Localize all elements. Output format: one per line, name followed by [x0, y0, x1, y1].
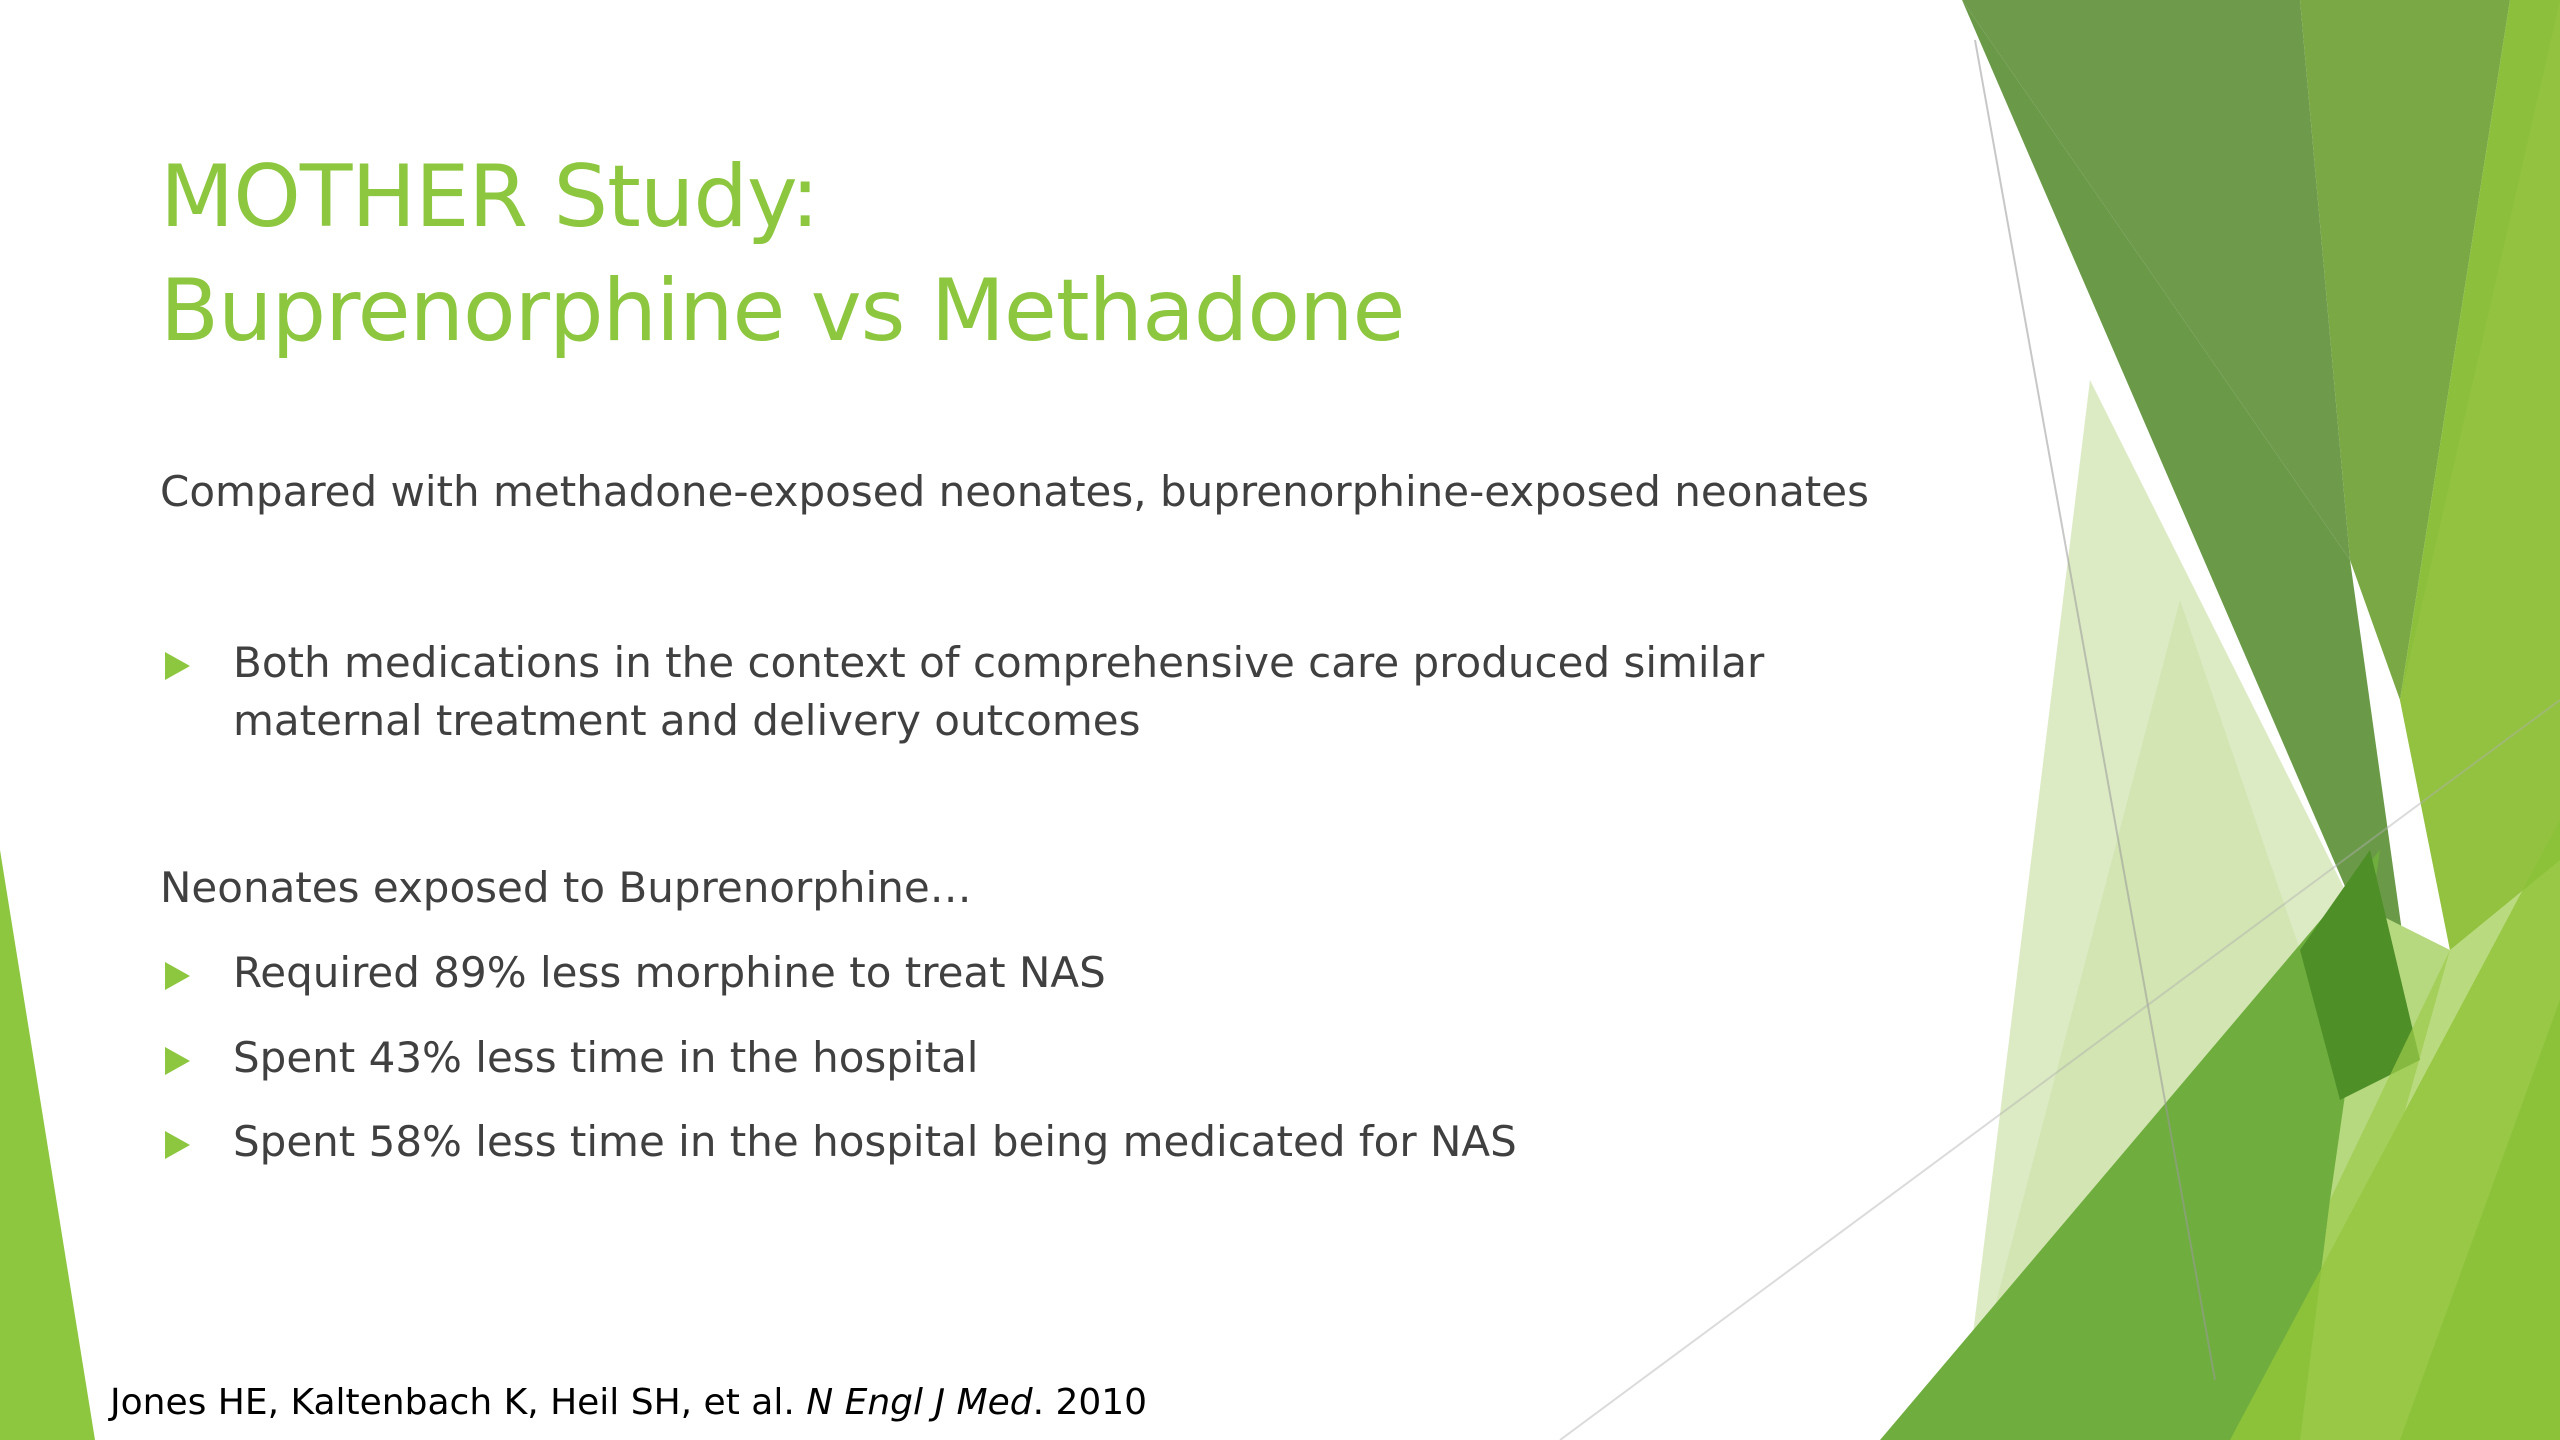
bullet-text: Spent 43% less time in the hospital — [233, 1033, 979, 1082]
facet-bright-right — [2400, 0, 2560, 950]
subheading: Neonates exposed to Buprenorphine… — [160, 863, 972, 912]
facet-pale-1 — [1960, 380, 2350, 1440]
bullet-line: Both medications in the context of comprehensive care produced similar — [233, 638, 1765, 687]
facet-olive-upper — [1962, 0, 2420, 1060]
bullet-item — [160, 1029, 978, 1087]
facet-dark-mid — [2300, 0, 2510, 700]
citation — [110, 1378, 1147, 1428]
bullet-text: Required 89% less morphine to treat NAS — [233, 948, 1106, 997]
accent-line-2 — [1560, 700, 2560, 1440]
citation-year: . 2010 — [1032, 1382, 1148, 1423]
facet-lime-bottom-2 — [2300, 860, 2560, 1440]
bullet-item — [160, 1113, 1517, 1171]
bullet-text: Spent 58% less time in the hospital being medicated for NAS — [233, 1117, 1517, 1166]
facet-green-lower — [1880, 850, 2380, 1440]
left-green-sliver — [0, 850, 95, 1440]
citation-authors: Jones HE, Kaltenbach K, Heil SH, et al. — [110, 1382, 807, 1423]
triangle-right-icon — [165, 1131, 190, 1159]
facet-deep-green — [2300, 850, 2420, 1100]
title-line-2: Buprenorphine vs Methadone — [160, 261, 1405, 361]
facet-light-mid — [2200, 900, 2450, 1440]
slide-title — [160, 140, 1404, 368]
facet-lime-bottom — [2230, 820, 2560, 1440]
intro-text: Compared with methadone-exposed neonates, buprenorphine-exposed neonates — [160, 467, 1869, 516]
title-line-1: MOTHER Study: — [160, 147, 819, 247]
bullet-item — [160, 634, 1764, 750]
accent-line-1 — [1975, 40, 2215, 1380]
bullet-item — [160, 944, 1106, 1002]
bullet-line: maternal treatment and delivery outcomes — [233, 696, 1141, 745]
citation-journal: N Engl J Med — [806, 1382, 1033, 1423]
facet-lime-right — [2400, 0, 2560, 950]
triangle-right-icon — [165, 962, 190, 990]
facet-dark-top — [1962, 0, 2350, 560]
triangle-right-icon — [165, 652, 190, 680]
facet-pale-2 — [1960, 600, 2300, 1440]
triangle-right-icon — [165, 1047, 190, 1075]
